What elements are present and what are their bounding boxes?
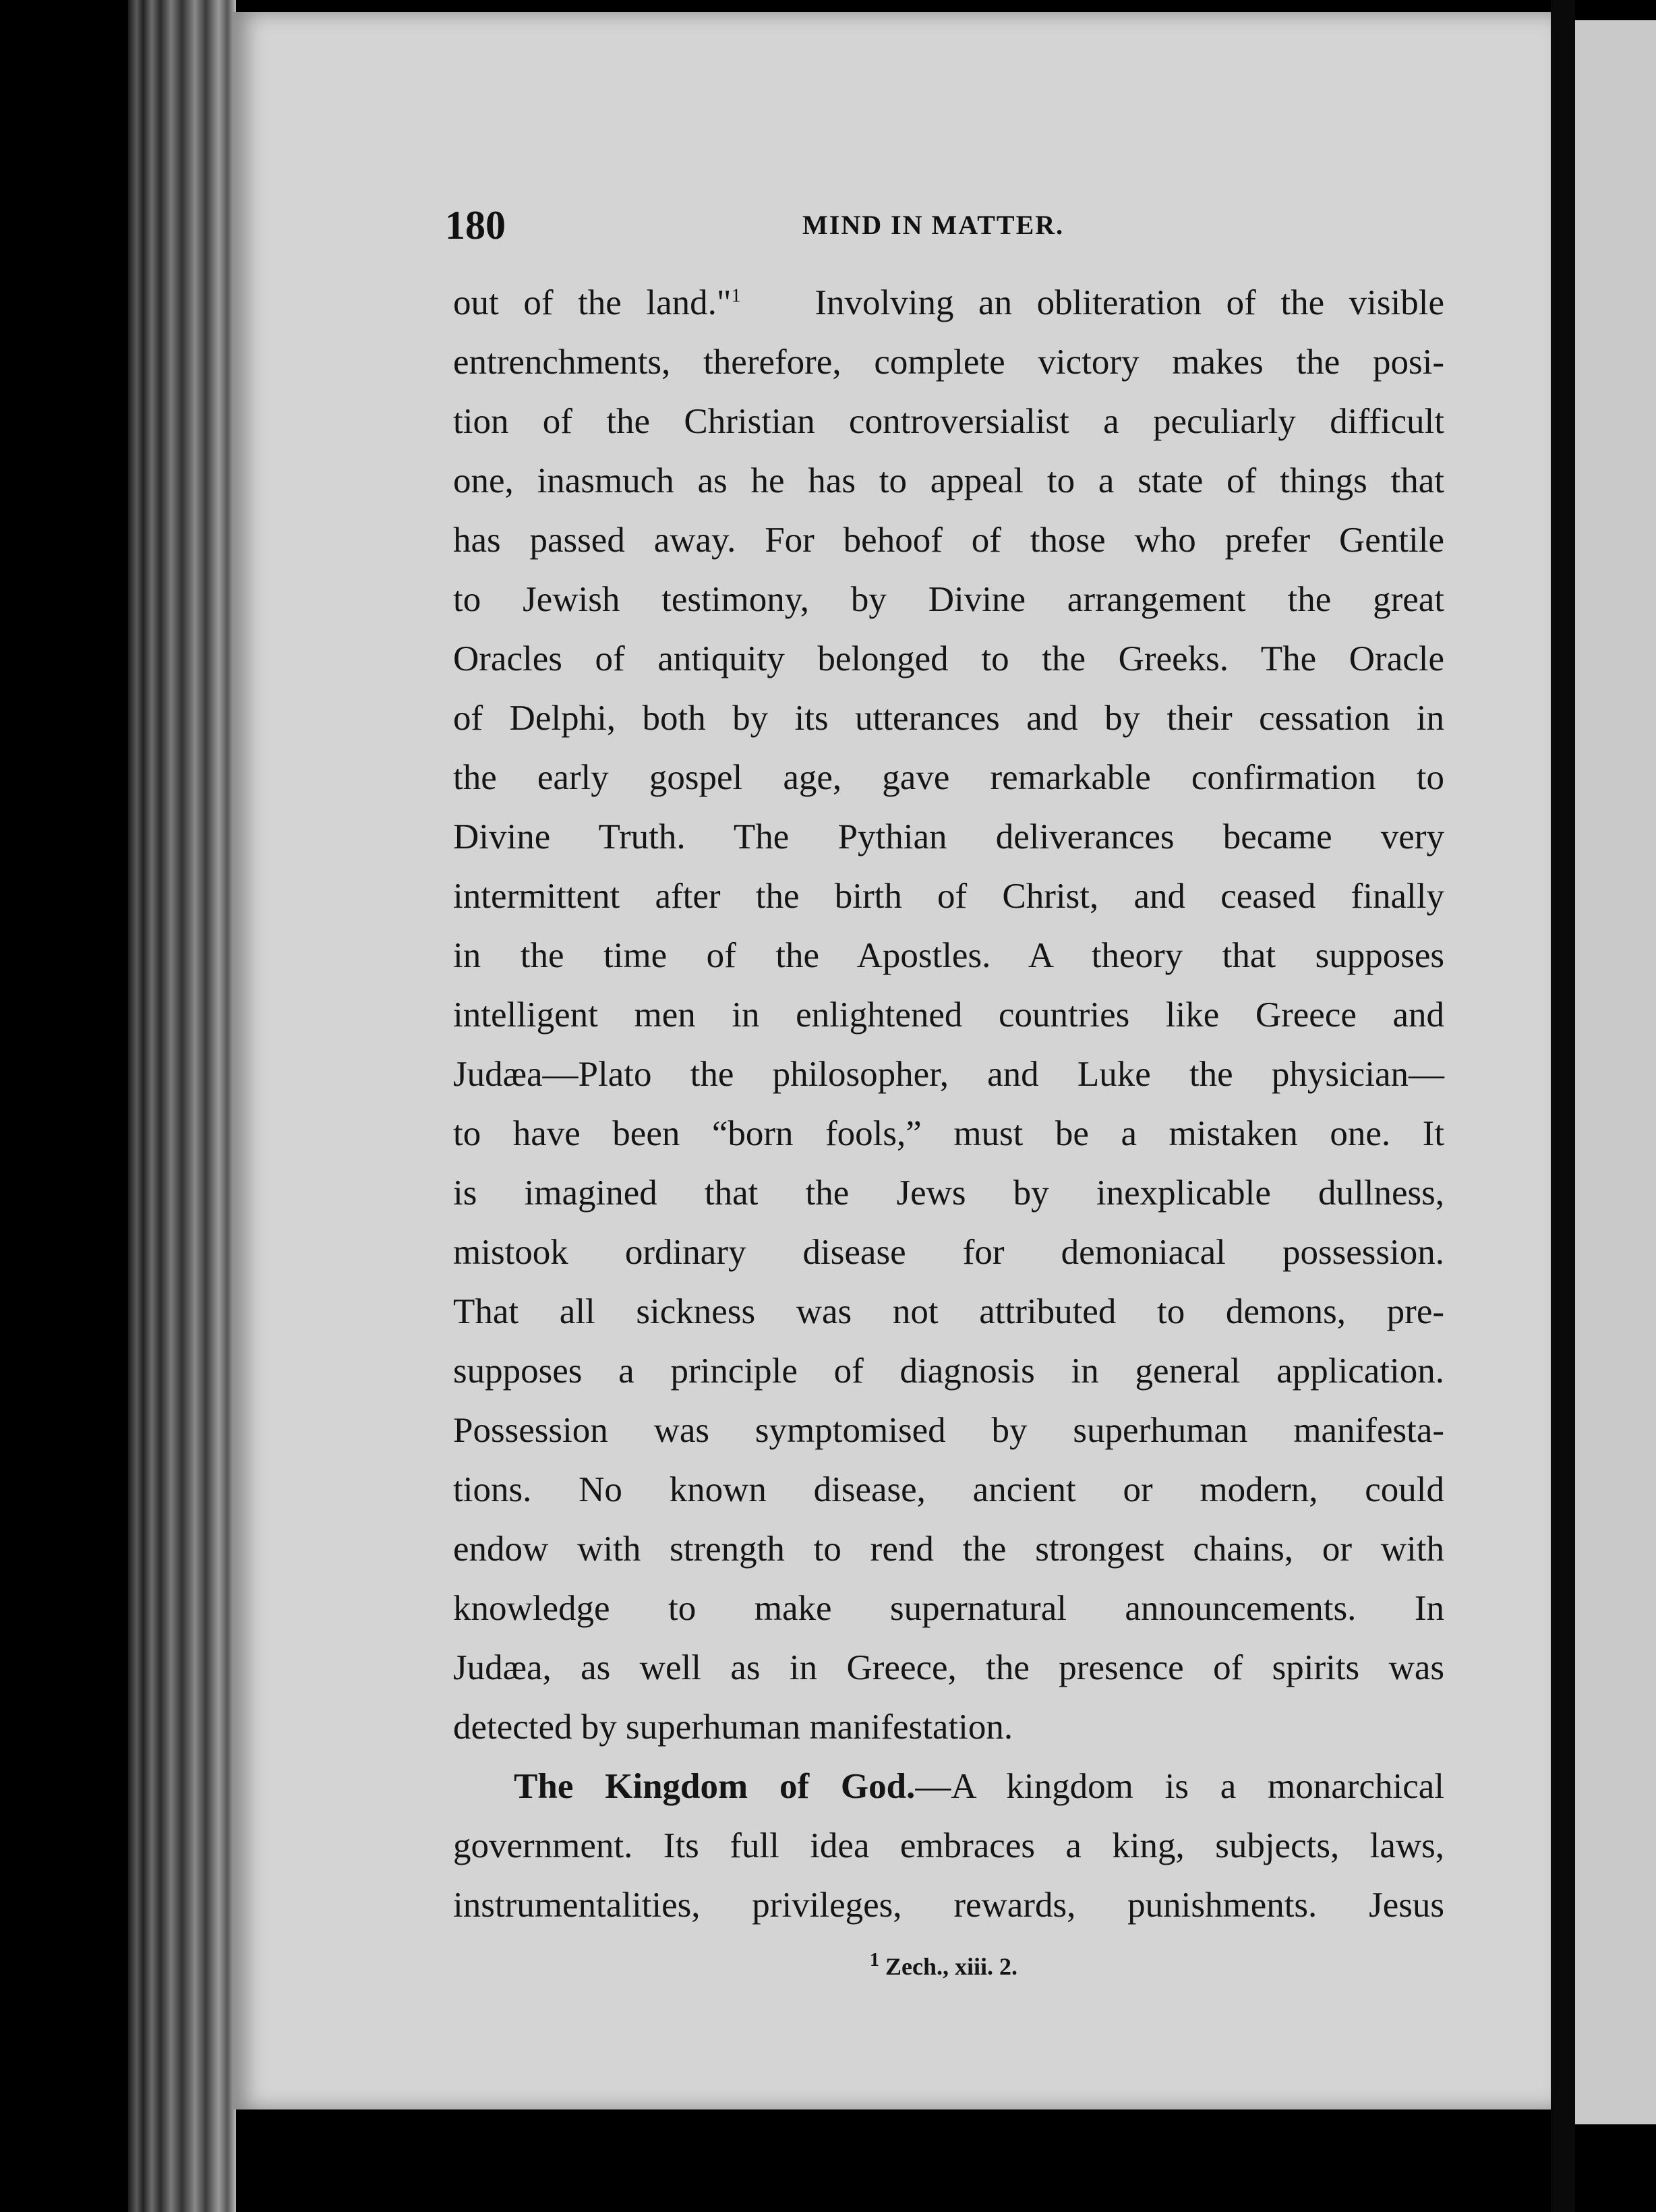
text-line: intermittent after the birth of Christ, and ceased finally — [453, 877, 1444, 916]
text-line: in the time of the Apostles. A theory that supposes — [453, 936, 1444, 975]
text-line: That all sickness was not attributed to demons, pre- — [453, 1292, 1444, 1331]
text-line: knowledge to make supernatural announcements. In — [453, 1589, 1444, 1628]
text-line: of Delphi, both by its utterances and by their cessation in — [453, 699, 1444, 738]
text-line: intelligent men in enlightened countries like Greece and — [453, 995, 1444, 1035]
text-line: tion of the Christian controversialist a peculiarly difficult — [453, 402, 1444, 441]
text-line: one, inasmuch as he has to appeal to a state of things that — [453, 461, 1444, 500]
text-line: tions. No known disease, ancient or modern, could — [453, 1470, 1444, 1509]
footnote — [870, 1952, 1017, 1981]
text-line: detected by superhuman manifestation. — [453, 1708, 1013, 1747]
page-header — [445, 202, 1470, 256]
text-line: to Jewish testimony, by Divine arrangement the great — [453, 580, 1444, 619]
text-line: endow with strength to rend the strongest chains, or with — [453, 1530, 1444, 1569]
section-first-line: The Kingdom of God.—A kingdom is a monarchical — [514, 1767, 1444, 1806]
text-line: government. Its full idea embraces a king, subjects, laws, — [453, 1826, 1444, 1865]
text-line: has passed away. For behoof of those who prefer Gentile — [453, 521, 1444, 560]
text-line: to have been “born fools,” must be a mistaken one. It — [453, 1114, 1444, 1153]
text-line: Oracles of antiquity belonged to the Greeks. The Oracle — [453, 639, 1444, 678]
text-line: Divine Truth. The Pythian deliverances became very — [453, 817, 1444, 856]
section-heading: The Kingdom of God. — [514, 1767, 916, 1806]
text-line: instrumentalities, privileges, rewards, punishments. Jesus — [453, 1886, 1444, 1925]
text-line: is imagined that the Jews by inexplicable dullness, — [453, 1173, 1444, 1213]
running-head: MIND IN MATTER. — [802, 210, 1065, 240]
text-line: Judæa—Plato the philosopher, and Luke the physician— — [453, 1055, 1444, 1094]
facing-page-edge — [1575, 20, 1656, 2124]
text-line: out of the land."$^1$ Involving an obliteration of the visible — [453, 283, 1445, 322]
text-line: Possession was symptomised by superhuman manifesta- — [453, 1411, 1444, 1450]
body-text — [453, 273, 1444, 1935]
text-line: the early gospel age, gave remarkable confirmation to — [453, 758, 1444, 797]
page-edges — [128, 0, 236, 2212]
text-line: supposes a principle of diagnosis in general application. — [453, 1351, 1444, 1391]
text-line: entrenchments, therefore, complete victory makes the posi- — [453, 343, 1444, 382]
gutter — [1551, 0, 1575, 2212]
footnote-text: Zech., xiii. 2. — [885, 1953, 1017, 1980]
text-line: Judæa, as well as in Greece, the presence of spirits was — [453, 1648, 1444, 1687]
footnote-reference: 1 — [731, 285, 741, 307]
text-line: mistook ordinary disease for demoniacal possession. — [453, 1233, 1444, 1272]
page-number: 180 — [445, 203, 506, 248]
footnote-marker: 1 — [870, 1950, 879, 1971]
